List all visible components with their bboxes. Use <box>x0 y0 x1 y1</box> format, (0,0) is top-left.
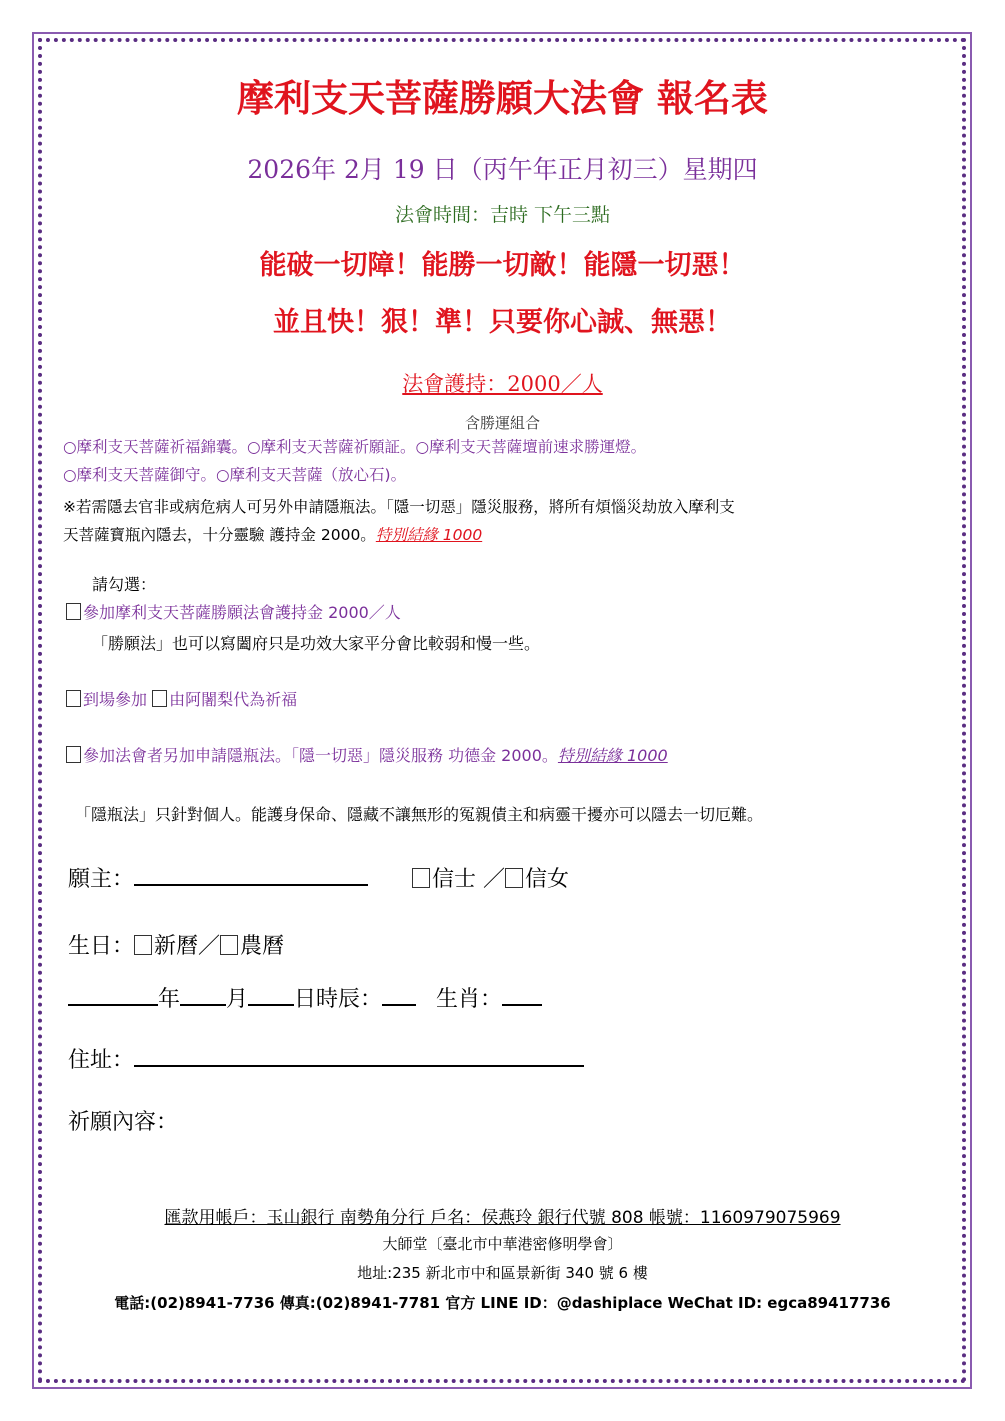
male-checkbox[interactable] <box>412 868 430 888</box>
contact-info: 電話:(02)8941-7736 傳真:(02)8941-7781 官方 LINE ID：@dashiplace WeChat ID: egca89417736 <box>114 1294 891 1312</box>
birth-hour-field[interactable] <box>382 1004 416 1006</box>
package-items-line-2: ○摩利支天菩薩御守。○摩利支天菩薩（放心石)。 <box>63 466 407 484</box>
name-row <box>68 862 368 893</box>
birth-day-field[interactable] <box>248 1004 294 1006</box>
solar-checkbox[interactable] <box>134 935 152 955</box>
lunar-label: 農曆 <box>240 934 285 959</box>
birth-month-field[interactable] <box>180 1004 226 1006</box>
vase-note-text: 天菩薩寶瓶內隱去，十分靈驗 護持金 2000。 <box>63 526 376 544</box>
birthday-row <box>68 929 284 960</box>
solar-label: 新曆 <box>154 934 199 959</box>
female-checkbox[interactable] <box>505 868 523 888</box>
option-1 <box>66 600 401 623</box>
event-time: 法會時間：吉時 下午三點 <box>394 204 611 226</box>
proxy-checkbox[interactable] <box>152 690 167 707</box>
decorative-border <box>38 38 966 1383</box>
option-1-checkbox[interactable] <box>66 603 81 620</box>
check-prompt: 請勾選： <box>92 575 157 594</box>
vase-note-line-1: ※若需隱去官非或病危病人可另外申請隱瓶法。「隱一切惡」隱災服務，將所有煩惱災劫放入摩利支 <box>63 498 735 516</box>
vase-note-line-2 <box>63 523 482 545</box>
birthday-label: 生日： <box>68 934 135 959</box>
package-items-line-1: ○摩利支天菩薩祈福錦囊。○摩利支天菩薩祈願証。○摩利支天菩薩壇前速求勝運燈。 <box>63 438 647 456</box>
page-title: 摩利支天菩薩勝願大法會 報名表 <box>237 77 768 120</box>
bank-account: 匯款用帳戶：玉山銀行 南勢角分行 戶名：侯燕玲 銀行代號 808 帳號：1160979075969 <box>164 1208 841 1228</box>
year-label: 年 <box>158 987 181 1012</box>
zodiac-field[interactable] <box>502 1004 542 1006</box>
option-1-label: 參加摩利支天菩薩勝願法會護持金 2000／人 <box>83 603 401 622</box>
option-3-checkbox[interactable] <box>66 746 81 763</box>
month-label: 月 <box>226 987 249 1012</box>
prayer-label: 祈願內容： <box>68 1110 179 1135</box>
fee-line: 法會護持：2000／人 <box>402 372 603 396</box>
option-3 <box>66 743 668 766</box>
name-label: 願主： <box>68 867 135 892</box>
option-3-label: 參加法會者另加申請隱瓶法。「隱一切惡」隱災服務 功德金 2000。 <box>83 746 558 765</box>
calendar-separator: ／ <box>198 934 221 959</box>
event-date: 2026年 2月 19 日（丙午年正月初三）星期四 <box>247 155 758 184</box>
vase-explanation: 「隱瓶法」只針對個人。能護身保命、隱藏不讓無形的冤親債主和病靈干擾亦可以隱去一切厄難。 <box>75 805 764 824</box>
lunar-checkbox[interactable] <box>220 935 238 955</box>
zodiac-label: 生肖： <box>436 987 503 1012</box>
gender-separator: ／ <box>483 867 506 892</box>
organization: 大師堂〔臺北市中華港密修明學會〕 <box>382 1235 623 1253</box>
option-2 <box>66 687 297 710</box>
birth-year-field[interactable] <box>68 1004 158 1006</box>
attend-checkbox[interactable] <box>66 690 81 707</box>
slogan-line-1: 能破一切障！能勝一切敵！能隱一切惡！ <box>259 250 746 281</box>
address-field[interactable] <box>134 1065 584 1067</box>
gender-row <box>412 862 569 893</box>
address-row <box>68 1043 584 1074</box>
org-address: 地址:235 新北市中和區景新街 340 號 6 樓 <box>357 1264 648 1282</box>
female-label: 信女 <box>525 867 570 892</box>
name-field[interactable] <box>134 884 368 886</box>
slogan-line-2: 並且快！狠！準！只要你心誠、無惡！ <box>273 307 732 338</box>
male-label: 信士 <box>432 867 477 892</box>
option-3-special: 特別結緣 1000 <box>557 746 668 765</box>
special-offer: 特別結緣 1000 <box>375 526 483 544</box>
birth-date-row <box>68 982 542 1013</box>
day-hour-label: 日時辰： <box>294 987 383 1012</box>
address-label: 住址： <box>68 1048 135 1073</box>
package-heading: 含勝運組合 <box>464 414 540 432</box>
proxy-label: 由阿闍梨代為祈福 <box>169 690 298 709</box>
attend-label: 到場參加 <box>83 690 148 709</box>
option-1-note: 「勝願法」也可以寫闔府只是功效大家平分會比較弱和慢一些。 <box>92 634 541 653</box>
